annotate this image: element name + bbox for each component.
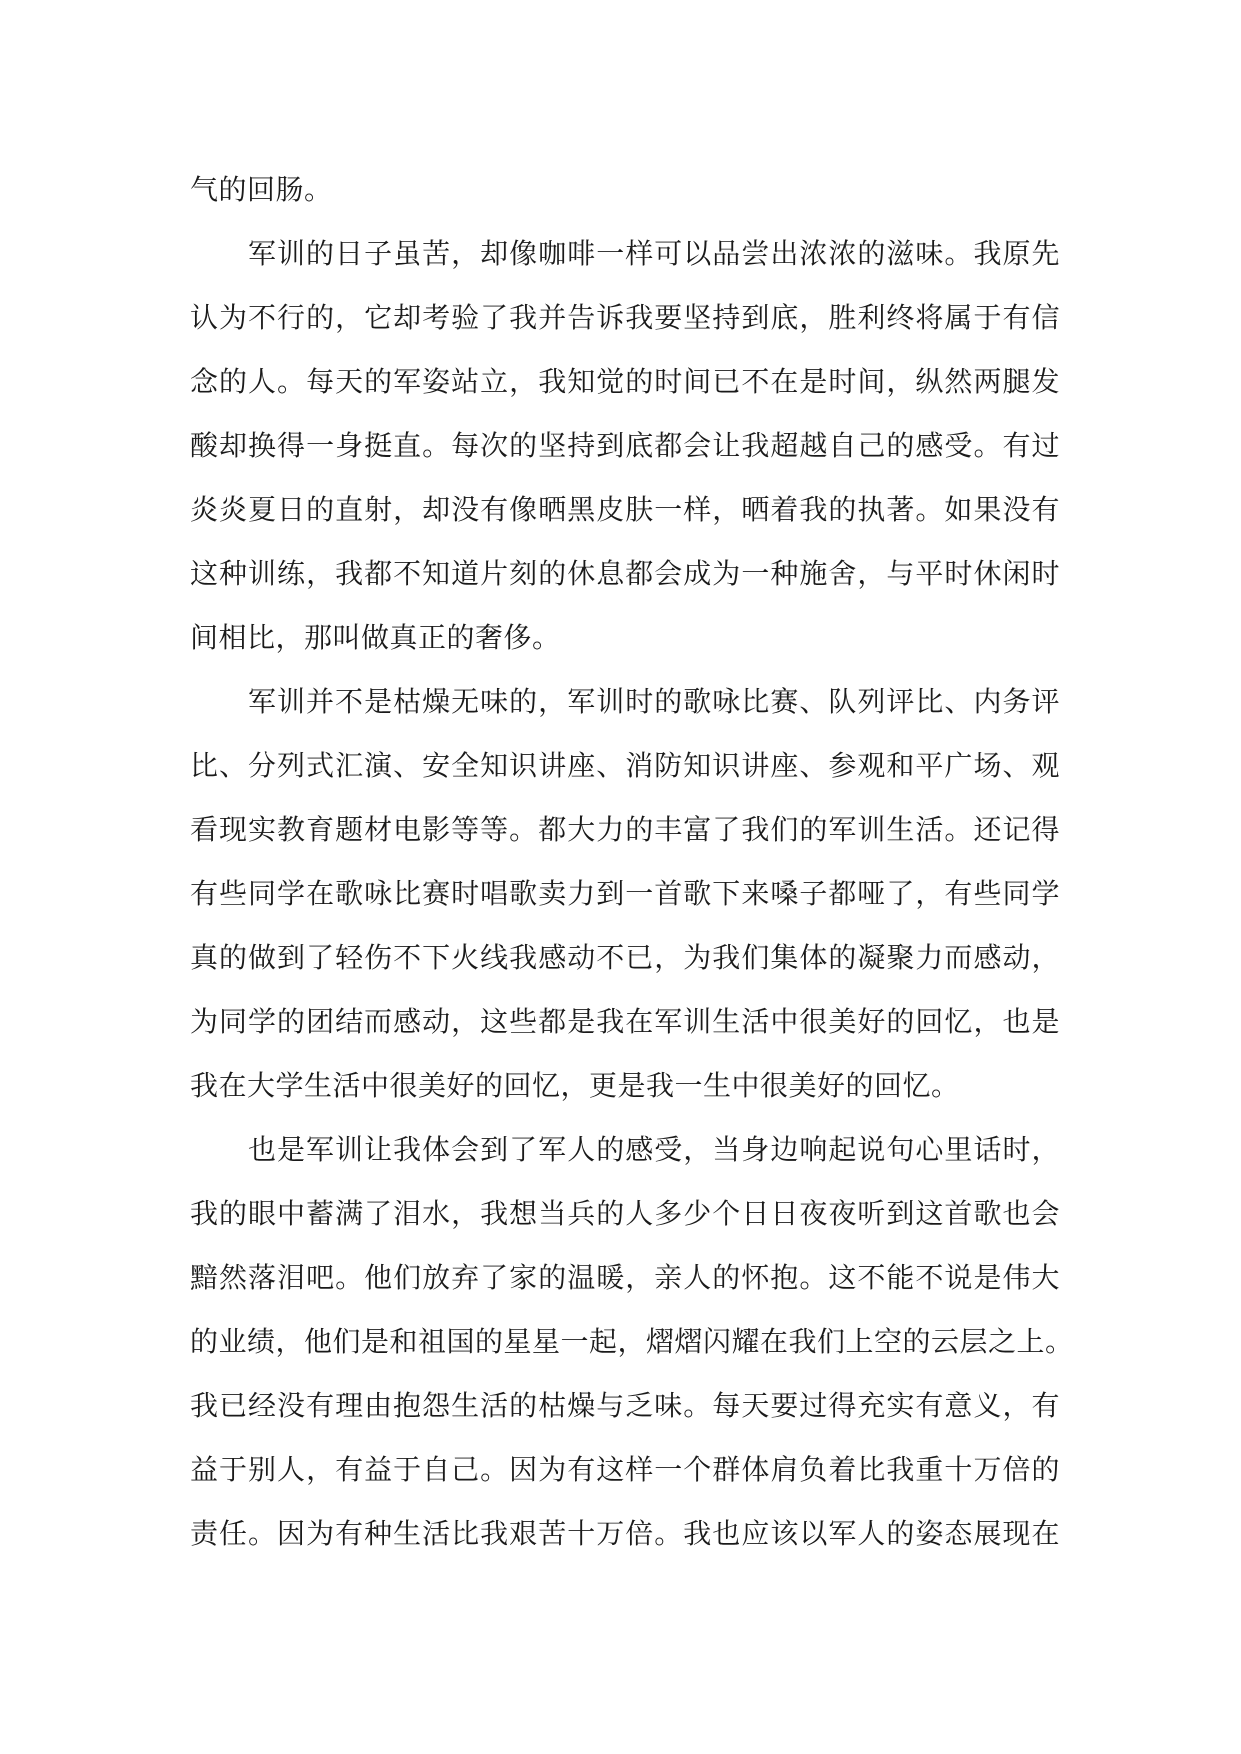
- text-line: 我已经没有理由抱怨生活的枯燥与乏味。每天要过得充实有意义，有: [190, 1389, 1060, 1422]
- text-line: 炎炎夏日的直射，却没有像晒黑皮肤一样，晒着我的执著。如果没有: [190, 493, 1060, 526]
- text-line: 念的人。每天的军姿站立，我知觉的时间已不在是时间，纵然两腿发: [190, 365, 1060, 398]
- text-line: 我的眼中蓄满了泪水，我想当兵的人多少个日日夜夜听到这首歌也会: [190, 1197, 1060, 1230]
- text-line: 这种训练，我都不知道片刻的休息都会成为一种施舍，与平时休闲时: [190, 557, 1060, 590]
- text-line: 益于别人，有益于自己。因为有这样一个群体肩负着比我重十万倍的: [190, 1453, 1060, 1486]
- text-line: 军训的日子虽苦，却像咖啡一样可以品尝出浓浓的滋味。我原先: [248, 237, 1060, 270]
- text-line: 军训并不是枯燥无味的，军训时的歌咏比赛、队列评比、内务评: [248, 685, 1060, 718]
- text-line: 比、分列式汇演、安全知识讲座、消防知识讲座、参观和平广场、观: [190, 749, 1060, 782]
- text-line: 酸却换得一身挺直。每次的坚持到底都会让我超越自己的感受。有过: [190, 429, 1060, 462]
- paragraph: [190, 158, 1060, 222]
- text-line: 认为不行的，它却考验了我并告诉我要坚持到底，胜利终将属于有信: [190, 301, 1060, 334]
- text-line: 气的回肠。: [190, 173, 333, 206]
- text-line: 也是军训让我体会到了军人的感受，当身边响起说句心里话时，: [248, 1133, 1060, 1166]
- text-line: 责任。因为有种生活比我艰苦十万倍。我也应该以军人的姿态展现在: [190, 1517, 1060, 1550]
- text-line: 为同学的团结而感动，这些都是我在军训生活中很美好的回忆，也是: [190, 1005, 1060, 1038]
- paragraph: [190, 222, 1060, 670]
- paragraph: [190, 1118, 1074, 1566]
- text-line: 黯然落泪吧。他们放弃了家的温暖，亲人的怀抱。这不能不说是伟大: [190, 1261, 1060, 1294]
- paragraph: [190, 670, 1060, 1118]
- text-line: 间相比，那叫做真正的奢侈。: [190, 621, 561, 654]
- document-body: [190, 158, 1074, 1566]
- text-line: 真的做到了轻伤不下火线我感动不已，为我们集体的凝聚力而感动，: [190, 941, 1060, 974]
- text-line: 的业绩，他们是和祖国的星星一起，熠熠闪耀在我们上空的云层之上。: [190, 1325, 1074, 1358]
- text-line: 我在大学生活中很美好的回忆，更是我一生中很美好的回忆。: [190, 1069, 960, 1102]
- text-line: 看现实教育题材电影等等。都大力的丰富了我们的军训生活。还记得: [190, 813, 1060, 846]
- text-line: 有些同学在歌咏比赛时唱歌卖力到一首歌下来嗓子都哑了，有些同学: [190, 877, 1060, 910]
